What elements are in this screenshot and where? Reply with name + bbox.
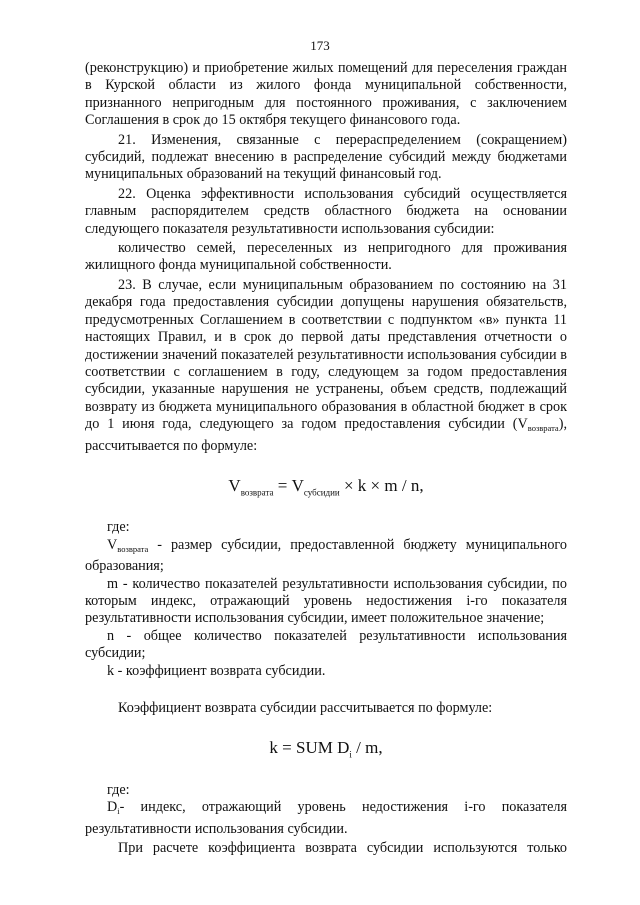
formula1-v: V [228,475,241,495]
paragraph-23-subscript: возврата [527,423,559,434]
formula1-eq: = V [273,475,304,495]
where-label-2: где: [107,781,130,798]
definition-v-symbol: V [107,536,118,553]
formula-return-volume [85,475,567,503]
definition-v-text: - размер субсидии, предоставленной бюджету муниципального образования; [85,536,567,575]
paragraph-21: 21. Изменения, связанные с перераспределением (сокращением) субсидий, подлежат внесению в распределение субсидий между бюджетами муниципальных образований на текущий финансовый год. [85,131,567,183]
definition-v [85,537,567,576]
definition-n: n - общее количество показателей результативности использования субсидии; [85,627,567,662]
definition-d-text: - индекс, отражающий уровень недостижения i-го показателя результативности использования субсидии. [85,799,567,837]
page-number: 173 [310,38,330,53]
definition-d [85,799,567,838]
coefficient-intro: Коэффициент возврата субсидии рассчитывается по формуле: [118,699,493,716]
formula2-lhs: k = SUM D [269,738,350,758]
formula2-rhs: / m, [351,738,383,758]
formula-coefficient [85,737,567,765]
paragraph-intro: (реконструкцию) и приобретение жилых помещений для переселения граждан в Курской области из жилого фонда муниципальной собственности, признанного непригодным для постоянного проживания, с заключением Соглашения в срок до 15 октября текущего финансового года. [85,60,567,129]
formula1-v2-subscript: субсидии [303,487,340,498]
where-label-1: где: [107,519,130,536]
paragraph-23-end: ), рассчитывается по формуле: [85,416,567,454]
formula2-subscript: i [349,749,352,760]
definition-d-subscript: i [117,806,120,817]
paragraph-last: При расчете коэффициента возврата субсидии используются только [118,840,567,856]
paragraph-23-text: 23. В случае, если муниципальным образованием по состоянию на 31 декабря года предоставления субсидии допущены нарушения обязательств, предусмотренных Соглашением в соответствии с подпунктом «в» пункта 11 настоящих Правил, и в срок до первой даты представления отчетности о достижении значений показателей результативности использования субсидии в соответствии с соглашением в году, следующем за годом предоставления субсидии, указанные нарушения не устранены, объем средств, подлежащий возврату из бюджета муниципального образования в областной бюджет в срок до 1 июня года, следующего за годом предоставления субсидии (V [85,276,567,433]
definition-v-subscript: возврата [117,543,149,554]
formula1-v-subscript: возврата [240,487,274,498]
paragraph-22-indicator: количество семей, переселенных из непригодного для проживания жилищного фонда муниципальной собственности. [85,240,567,274]
definition-m: m - количество показателей результативности использования субсидии, по которым индекс, отражающий уровень недостижения i-го показателя результативности использования субсидии, имеет положительное значение; [85,575,567,627]
definition-d-symbol: D [107,799,118,816]
paragraph-23 [85,277,567,455]
paragraph-22: 22. Оценка эффективности использования субсидий осуществляется главным распорядителем средств областного бюджета на основании следующего показателя результативности использования субсидии: [85,185,567,237]
formula1-rest: × k × m / n, [339,475,424,495]
document-body [85,60,567,857]
definition-k: k - коэффициент возврата субсидии. [107,662,326,679]
